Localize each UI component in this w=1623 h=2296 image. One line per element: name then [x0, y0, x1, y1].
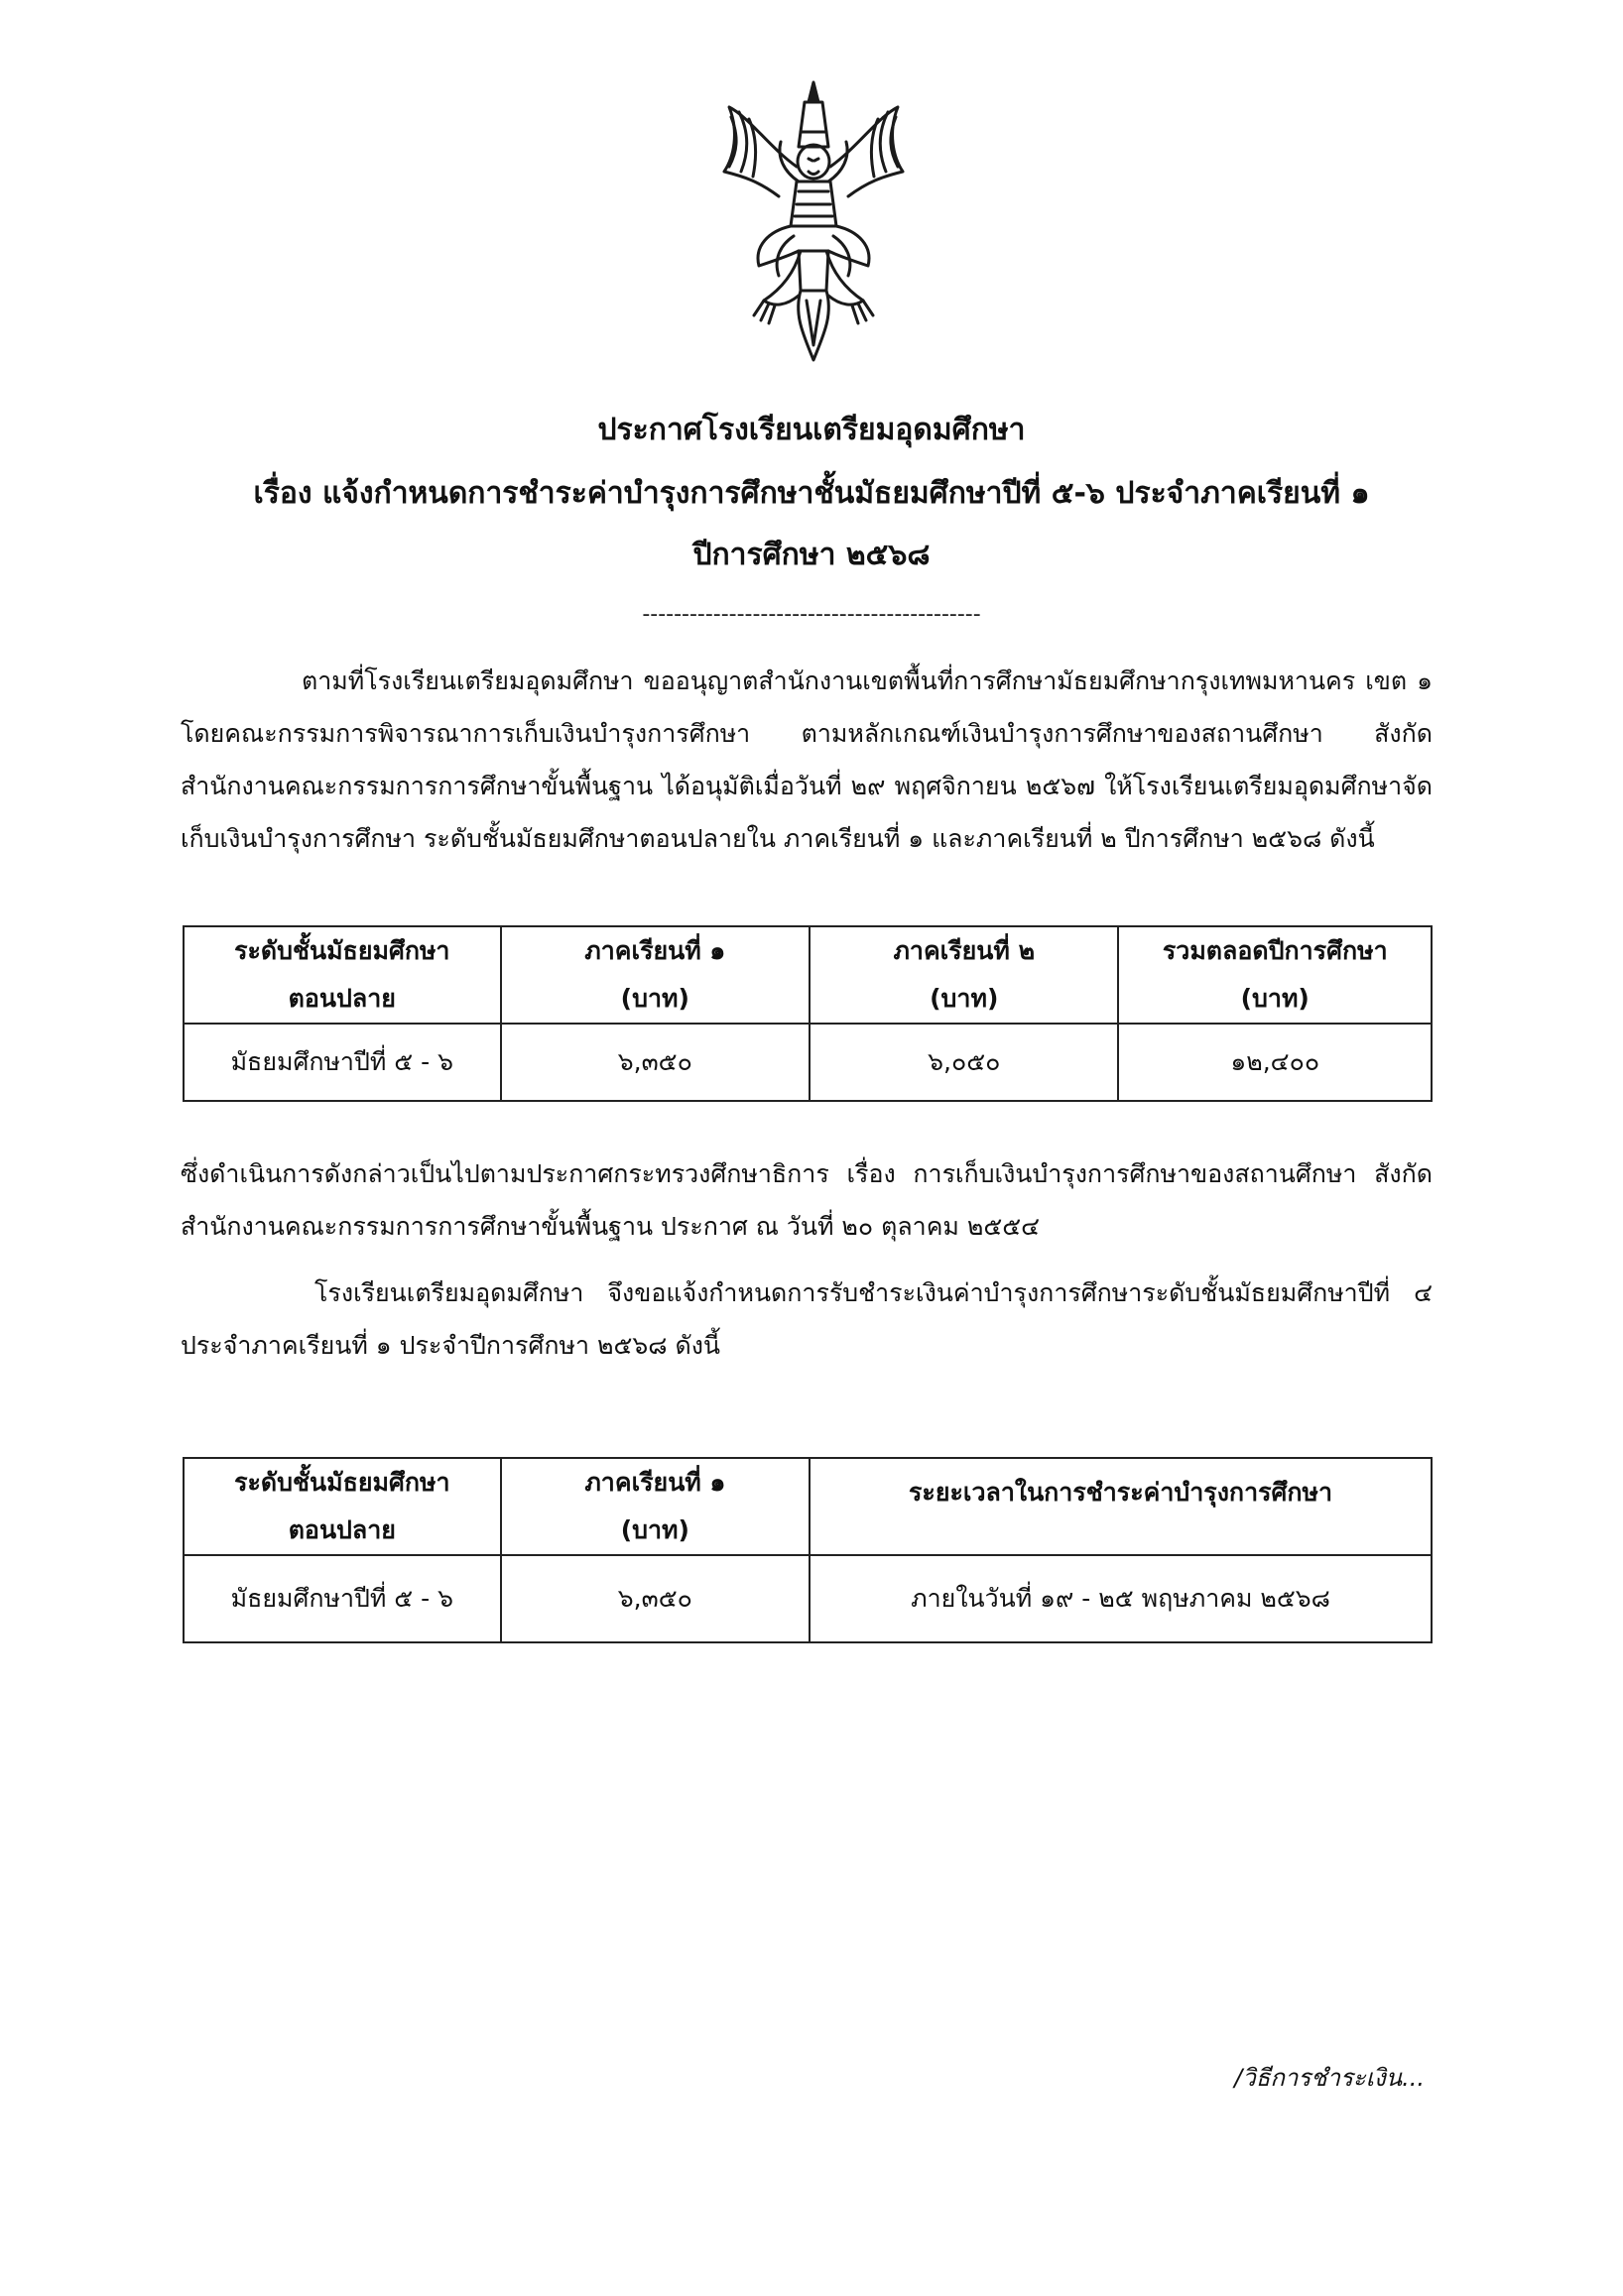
announcement-subject: เรื่อง แจ้งกำหนดการชำระค่าบำรุงการศึกษาชั้นมัธยมศึกษาปีที่ ๕-๖ ประจำภาคเรียนที่ ๑	[253, 476, 1370, 511]
table-cell: มัธยมศึกษาปีที่ ๕ - ๖	[184, 1024, 501, 1101]
table-row	[184, 1024, 1432, 1101]
continuation-note: /วิธีการชำระเงิน...	[1234, 2064, 1425, 2092]
announcement-title: ประกาศโรงเรียนเตรียมอุดมศึกษา	[597, 413, 1026, 447]
fee-table-annual	[183, 925, 1433, 1102]
table-header-cell: ภาคเรียนที่ ๒ (บาท)	[810, 926, 1118, 1024]
announcement-year: ปีการศึกษา ๒๕๖๘	[692, 538, 931, 572]
table-header-cell: ภาคเรียนที่ ๑ (บาท)	[501, 1458, 811, 1555]
table-header-cell: ระดับชั้นมัธยมศึกษา ตอนปลาย	[184, 1458, 501, 1555]
garuda-emblem-icon	[709, 77, 918, 365]
table-cell: มัธยมศึกษาปีที่ ๕ - ๖	[184, 1555, 501, 1642]
table-header-cell: ระยะเวลาในการชำระค่าบำรุงการศึกษา	[810, 1458, 1432, 1555]
table-header-row	[184, 926, 1432, 1024]
table-row	[184, 1555, 1432, 1642]
table-cell: ๖,๐๕๐	[810, 1024, 1118, 1101]
separator-line: -------------------------------------------	[642, 602, 981, 627]
table-cell: ภายในวันที่ ๑๙ - ๒๕ พฤษภาคม ๒๕๖๘	[810, 1555, 1432, 1642]
table-header-row	[184, 1458, 1432, 1555]
table-cell: ๖,๓๕๐	[501, 1555, 811, 1642]
table-cell: ๑๒,๔๐๐	[1118, 1024, 1432, 1101]
table-cell: ๖,๓๕๐	[501, 1024, 810, 1101]
table-header-cell: รวมตลอดปีการศึกษา (บาท)	[1118, 926, 1432, 1024]
table-header-cell: ระดับชั้นมัธยมศึกษา ตอนปลาย	[184, 926, 501, 1024]
table-header-cell: ภาคเรียนที่ ๑ (บาท)	[501, 926, 810, 1024]
paragraph-approval: ตามที่โรงเรียนเตรียมอุดมศึกษา ขออนุญาตสำนักงานเขตพื้นที่การศึกษามัธยมศึกษากรุงเทพมหานคร เขต ๑ โดยคณะกรรมการพิจารณาการเก็บเงินบำรุงการศึกษา ตามหลักเกณฑ์เงินบำรุงการศึกษาของสถานศึกษา สังกัดสำนักงานคณะกรรมการการศึกษาขั้นพื้นฐาน ได้อนุมัติเมื่อวันที่ ๒๙ พฤศจิกายน ๒๕๖๗ ให้โรงเรียนเตรียมอุดมศึกษาจัดเก็บเงินบำรุงการศึกษา ระดับชั้นมัธยมศึกษาตอนปลายใน ภาคเรียนที่ ๑ และภาคเรียนที่ ๒ ปีการศึกษา ๒๕๖๘ ดังนี้	[181, 666, 1433, 853]
paragraph-regulation: ซึ่งดำเนินการดังกล่าวเป็นไปตามประกาศกระทรวงศึกษาธิการ เรื่อง การเก็บเงินบำรุงการศึกษาของสถานศึกษา สังกัดสำนักงานคณะกรรมการการศึกษาขั้นพื้นฐาน ประกาศ ณ วันที่ ๒๐ ตุลาคม ๒๕๕๔	[181, 1159, 1433, 1241]
fee-table-payment-period	[183, 1457, 1433, 1643]
paragraph-payment-notice: โรงเรียนเตรียมอุดมศึกษา จึงขอแจ้งกำหนดการรับชำระเงินค่าบำรุงการศึกษาระดับชั้นมัธยมศึกษาปีที่ ๔ ประจำภาคเรียนที่ ๑ ประจำปีการศึกษา ๒๕๖๘ ดังนี้	[181, 1278, 1433, 1360]
